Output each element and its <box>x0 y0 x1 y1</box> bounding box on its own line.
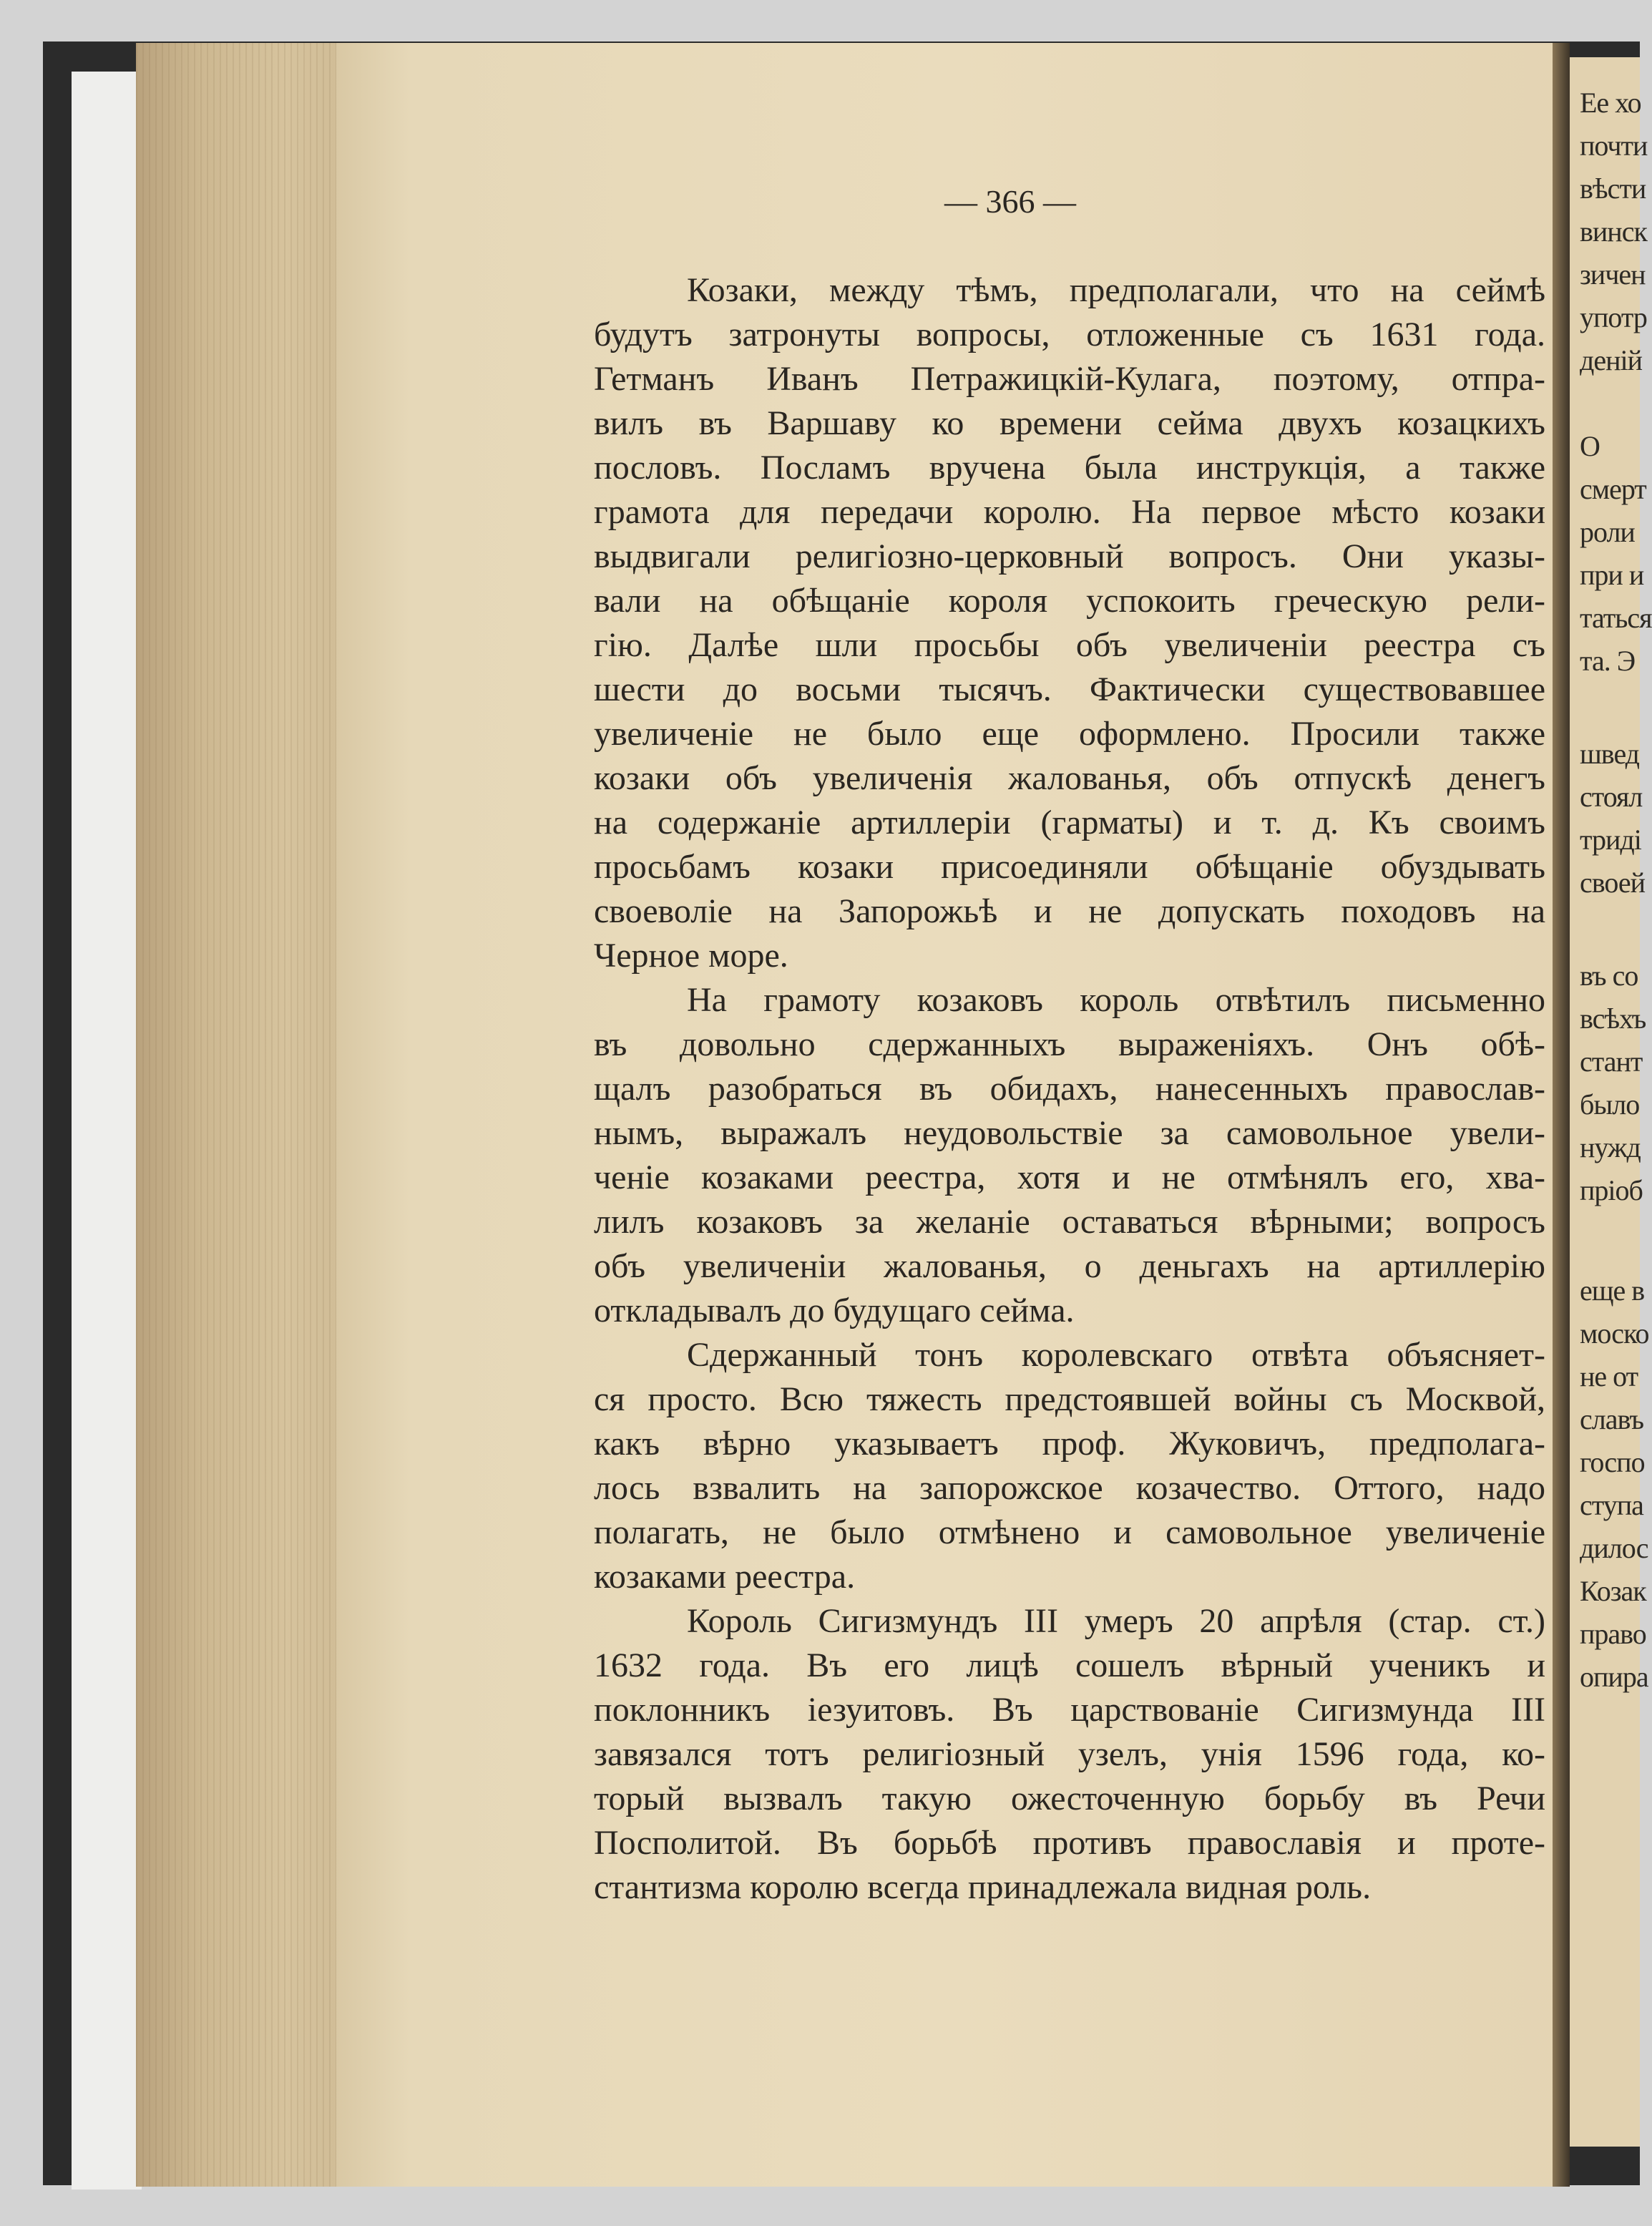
paragraph <box>594 268 1545 978</box>
facing-page-fragment: дилос <box>1580 1532 1648 1564</box>
facing-page-fragment: ступа <box>1580 1489 1643 1521</box>
facing-page-fragment: та. Э <box>1580 645 1636 677</box>
text-line: поклонникъ іезуитовъ. Въ царствованіе Сигизмунда III <box>594 1691 1545 1729</box>
facing-page-fragment: въ со <box>1580 960 1638 992</box>
text-line: своеволіе на Запорожьѣ и не допускать походовъ на <box>594 892 1545 930</box>
text-line: шести до восьми тысячъ. Фактически существовавшее <box>594 670 1545 708</box>
text-line: стантизма королю всегда принадлежала видная роль. <box>594 1868 1372 1906</box>
text-line: какъ вѣрно указываетъ проф. Жуковичъ, предполага- <box>594 1425 1545 1463</box>
text-line: будутъ затронуты вопросы, отложенные съ 1631 года. <box>594 316 1545 353</box>
text-line: вали на обѣщаніе короля успокоить греческую рели- <box>594 582 1545 620</box>
text-line: ченіе козаками реестра, хотя и не отмѣнялъ его, хва- <box>594 1158 1545 1196</box>
facing-page-fragment: право <box>1580 1618 1646 1650</box>
text-line: 1632 года. Въ его лицѣ сошелъ вѣрный ученикъ и <box>594 1646 1545 1684</box>
text-line: Король Сигизмундъ III умеръ 20 апрѣля (стар. ст.) <box>687 1602 1545 1640</box>
text-line: въ довольно сдержанныхъ выраженіяхъ. Онъ обѣ- <box>594 1025 1545 1063</box>
text-line: козаки объ увеличенія жалованья, объ отпускѣ денегъ <box>594 759 1545 797</box>
text-line: Сдержанный тонъ королевскаго отвѣта объясняет- <box>687 1336 1545 1374</box>
text-line: гію. Далѣе шли просьбы объ увеличеніи реестра съ <box>594 626 1545 664</box>
page-number: — 366 — <box>944 183 1076 220</box>
facing-page-fragment: при и <box>1580 559 1644 591</box>
text-line: ся просто. Всю тяжесть предстоявшей войны съ Москвой, <box>594 1380 1545 1418</box>
text-line: козаками реестра. <box>594 1558 856 1596</box>
scanner-margin <box>72 72 142 2190</box>
text-line: выдвигали религіозно-церковный вопросъ. Они указы- <box>594 537 1545 575</box>
text-line: завязался тотъ религіозный узелъ, унія 1596 года, ко- <box>594 1735 1545 1773</box>
text-line: откладывалъ до будущаго сейма. <box>594 1292 1075 1329</box>
facing-page-fragment: таться <box>1580 602 1652 634</box>
facing-page-fragment: госпо <box>1580 1446 1645 1478</box>
text-line: Посполитой. Въ борьбѣ противъ православія и проте- <box>594 1824 1545 1862</box>
facing-page-fragment: О <box>1580 430 1600 462</box>
paragraph <box>594 1333 1545 1599</box>
text-line: вилъ въ Варшаву ко времени сейма двухъ козацкихъ <box>594 404 1545 442</box>
text-line: Гетманъ Иванъ Петражицкій-Кулага, поэтому, отпра- <box>594 360 1545 398</box>
text-line: полагать, не было отмѣнено и самовольное увеличеніе <box>594 1513 1545 1551</box>
facing-page <box>1570 57 1652 2147</box>
facing-page-fragment: нужд <box>1580 1131 1641 1163</box>
facing-page-fragment: было <box>1580 1088 1640 1121</box>
text-line: просьбамъ козаки присоединяли обѣщаніе обуздывать <box>594 848 1545 886</box>
facing-page-fragment: моско <box>1580 1317 1649 1349</box>
facing-page-fragment: почти <box>1580 130 1648 162</box>
facing-page-fragment: роли <box>1580 516 1635 548</box>
facing-page-fragment: пріоб <box>1580 1174 1643 1206</box>
facing-page-fragment: всѣхъ <box>1580 1002 1646 1035</box>
text-line: пословъ. Посламъ вручена была инструкція, а также <box>594 449 1545 487</box>
facing-page-fragment: триді <box>1580 824 1641 856</box>
text-line: лось взвалить на запорожское козачество. Оттого, надо <box>594 1469 1545 1507</box>
text-line: на содержаніе артиллеріи (гарматы) и т. д. Къ своимъ <box>594 804 1545 841</box>
facing-page-fragment: еще в <box>1580 1274 1645 1307</box>
facing-page-fragment: винск <box>1580 215 1647 248</box>
facing-page-fragment: швед <box>1580 738 1640 770</box>
text-line: щалъ разобраться въ обидахъ, нанесенныхъ православ- <box>594 1070 1545 1108</box>
body-text <box>594 268 1545 1910</box>
facing-page-fragment: стант <box>1580 1045 1643 1078</box>
facing-page-fragment: своей <box>1580 867 1646 899</box>
book-gutter <box>1553 43 1570 2187</box>
text-line: Козаки, между тѣмъ, предполагали, что на сеймѣ <box>687 271 1545 309</box>
paragraph <box>594 978 1545 1333</box>
facing-page-fragment: Козак <box>1580 1575 1646 1607</box>
text-line: лилъ козаковъ за желаніе оставаться вѣрными; вопросъ <box>594 1203 1545 1241</box>
facing-page-fragment: не от <box>1580 1360 1638 1392</box>
paragraph <box>594 1599 1545 1910</box>
facing-page-fragment: употр <box>1580 301 1647 333</box>
text-line: грамота для передачи королю. На первое мѣсто козаки <box>594 493 1545 531</box>
text-line: торый вызвалъ такую ожесточенную борьбу въ Речи <box>594 1780 1545 1817</box>
text-line: объ увеличеніи жалованья, о деньгахъ на артиллерію <box>594 1247 1545 1285</box>
facing-page-fragment: вѣсти <box>1580 172 1646 205</box>
facing-page-fragment: опира <box>1580 1661 1648 1693</box>
text-line: нымъ, выражалъ неудовольствіе за самовольное увели- <box>594 1114 1545 1152</box>
text-line: Черное море. <box>594 937 788 975</box>
page-stack-edge <box>136 43 351 2187</box>
facing-page-fragment: стоял <box>1580 781 1643 813</box>
facing-page-fragment: смерт <box>1580 473 1646 505</box>
text-line: На грамоту козаковъ король отвѣтилъ письменно <box>687 981 1545 1019</box>
facing-page-fragment: Ее хо <box>1580 87 1641 119</box>
facing-page-fragment: славъ <box>1580 1403 1644 1435</box>
text-line: увеличеніе не было еще оформлено. Просили также <box>594 715 1545 753</box>
facing-page-fragment: зичен <box>1580 258 1646 291</box>
facing-page-fragment: деній <box>1580 344 1643 376</box>
